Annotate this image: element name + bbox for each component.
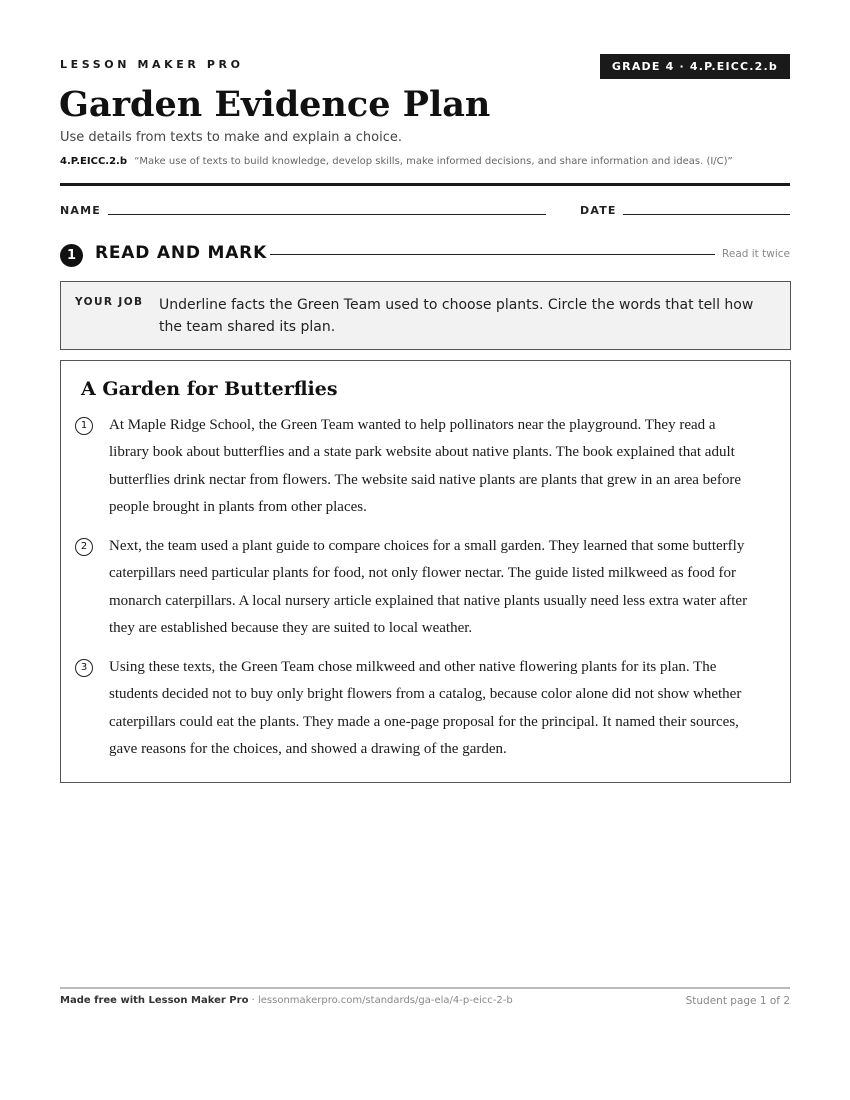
- page-indicator: Student page 1 of 2: [685, 995, 790, 1007]
- paragraph-text: Using these texts, the Green Team chose milkweed and other native flowering plants for its plan. The students decided not to buy only bright flowers from a catalog, because color alone did not show whether caterpillars could eat the plants. They made a one-page proposal for the principal. It named their sources, gave reasons for the choices, and showed a drawing of the garden.: [109, 659, 742, 757]
- standard-line: [60, 156, 800, 167]
- section-rule: [270, 254, 715, 255]
- paragraph-text: Next, the team used a plant guide to compare choices for a small garden. They learned that some butterfly caterpillars need particular plants for food, not only flower nectar. The guide listed milkweed as food for monarch caterpillars. A local nursery article explained that native plants usually need less extra water after they are established because they are suited to local weather.: [109, 538, 748, 636]
- footer-separator: ·: [248, 995, 258, 1006]
- name-field[interactable]: [108, 214, 546, 215]
- passage-box: [60, 360, 791, 783]
- section-note: Read it twice: [722, 248, 790, 260]
- job-instructions: Underline facts the Green Team used to choose plants. Circle the words that tell how the team shared its plan.: [159, 297, 754, 335]
- grade-badge: GRADE 4 · 4.P.EICC.2.b: [600, 54, 790, 79]
- name-label: NAME: [60, 204, 101, 217]
- job-box: [60, 281, 791, 350]
- page-subtitle: Use details from texts to make and explain a choice.: [60, 130, 403, 145]
- section-title: READ AND MARK: [95, 243, 268, 263]
- footer-credit: Made free with Lesson Maker Pro: [60, 995, 249, 1006]
- standard-text: “Make use of texts to build knowledge, develop skills, make informed decisions, and share information and ideas. (I/C)”: [134, 156, 733, 167]
- section-number-badge: 1: [60, 244, 83, 267]
- standard-code: 4.P.EICC.2.b: [60, 156, 127, 167]
- job-label: YOUR JOB: [75, 296, 144, 308]
- paragraph-number: 2: [75, 538, 93, 556]
- date-field[interactable]: [623, 214, 790, 215]
- paragraph-number: 3: [75, 659, 93, 677]
- paragraph-text: At Maple Ridge School, the Green Team wanted to help pollinators near the playground. They read a library book about butterflies and a state park website about native plants. The book explained that adult butterflies drink nectar from flowers. The website said native plants are plants that grew in an area before people brought in plants from other places.: [109, 417, 741, 515]
- paragraph-number: 1: [75, 417, 93, 435]
- date-label: DATE: [580, 204, 617, 217]
- header-divider: [60, 183, 790, 186]
- passage-title: A Garden for Butterflies: [81, 378, 338, 400]
- page-title: Garden Evidence Plan: [59, 84, 491, 125]
- footer-credit-line: [60, 995, 513, 1006]
- footer-divider: [60, 987, 790, 989]
- footer-url[interactable]: lessonmakerpro.com/standards/ga-ela/4-p-eicc-2-b: [257, 995, 513, 1006]
- section-header: [60, 243, 790, 267]
- brand-name: LESSON MAKER PRO: [60, 58, 244, 71]
